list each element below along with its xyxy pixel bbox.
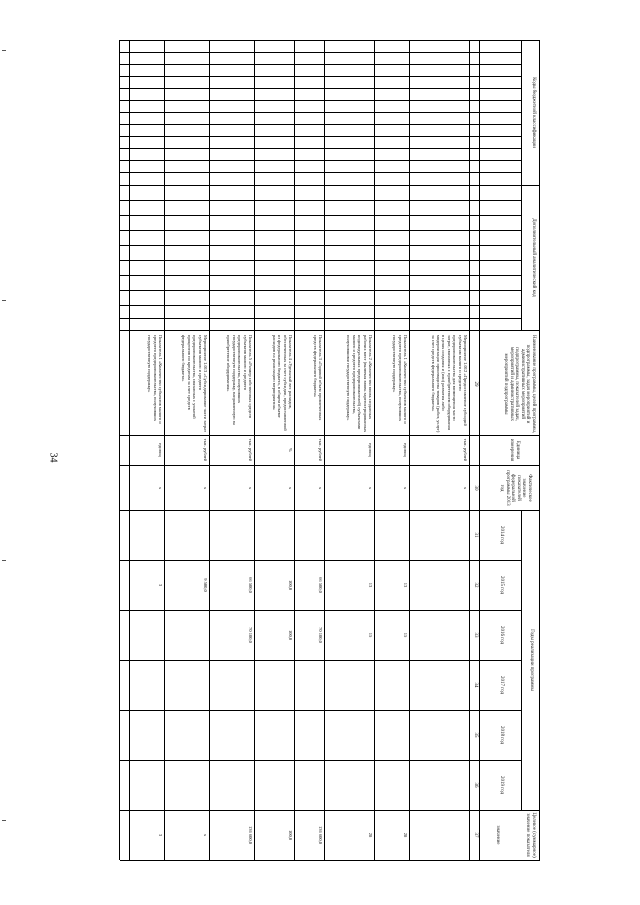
row-2016 — [131, 610, 163, 660]
row-final: 28 — [368, 832, 373, 838]
colnum-29: 29 — [473, 381, 478, 387]
row-fed: х — [368, 486, 373, 490]
row-2015: 3 — [158, 583, 163, 587]
margin-mark — [2, 50, 6, 51]
year-2019-header: 2019 год — [499, 775, 504, 795]
colnum-34: 34 — [473, 682, 478, 688]
year-2016-header: 2016 год — [499, 625, 504, 645]
row-2016: 100,0 — [288, 629, 293, 641]
margin-mark — [2, 560, 6, 561]
colnum-35: 35 — [473, 732, 478, 738]
fed-goal-header: Фактическое значение показателей федеральной программы 2013 год — [499, 470, 532, 506]
colnum-31: 31 — [473, 532, 478, 538]
row-name: Показатель 5 «Размер собственных средств субъектов малого и среднего предпринимательства, получивших государственную поддержку, направленную на приобретение оборудования» — [226, 335, 253, 426]
extra-code-header: Дополнительный аналитический код — [531, 218, 536, 297]
row-name: Мероприятие 1.012 «Предоставление субсидий субъектам малого и среднего предпринимательства для возмещения части затрат, связанных с приобретением оборудования в целях создания и (или) развития либо модернизации производства товаров (работ, услуг) за счет средств федерального бюджета» — [430, 335, 468, 433]
row-fed: х — [248, 486, 253, 490]
row-2015: 66 500,0 — [248, 577, 253, 593]
row-name: Показатель 1 «Количество субъектов малого и среднего предпринимательства, получивших государственную поддержку» — [392, 335, 408, 424]
row-name: Показатель 4 «Удельный вес расходов, обеспеченных за счет субсидии, предоставленной из федерального бюджета, в общем объеме расходов на реализацию мероприятия» — [271, 335, 293, 431]
row-name: Мероприятие 1.013 «Субсидирование части затрат субъектов малого и среднего предпринимательства, связанных с уплатой процентов по кредитам за счет средств федерального бюджета» — [181, 335, 208, 433]
years-header: Годы реализации программы — [529, 629, 534, 691]
row-final — [411, 812, 468, 858]
row-2016 — [166, 610, 208, 660]
row-2015: 13 — [368, 582, 373, 588]
year-2015-header: 2015 год — [499, 575, 504, 595]
row-final: 136 600,0 — [248, 826, 253, 844]
row-final: 28 — [403, 832, 408, 838]
row-final: х — [203, 833, 208, 837]
colnum-32: 32 — [473, 582, 478, 588]
row-2016 — [411, 610, 468, 660]
margin-mark — [2, 300, 6, 301]
row-final: 100,0 — [288, 829, 293, 841]
colnum-33: 33 — [473, 632, 478, 638]
row-fed: х — [158, 486, 163, 490]
row-2016: 15 — [368, 632, 373, 638]
codes-header: Коды бюджетной классификации — [531, 77, 536, 148]
row-unit: % — [288, 448, 293, 452]
row-fed: х — [318, 486, 323, 490]
row-final: 136 600,0 — [318, 826, 323, 844]
row-2016: 70 100,0 — [248, 627, 253, 643]
page-number: 34 — [47, 452, 59, 463]
colnum-36: 36 — [473, 782, 478, 788]
row-fed: х — [203, 486, 208, 490]
row-unit: тыс. рублей — [463, 438, 468, 462]
row-unit: тыс. рублей — [318, 438, 323, 462]
year-2017-header: 2017 год — [499, 675, 504, 695]
row-2016: 15 — [403, 632, 408, 638]
colnum-37: 37 — [473, 832, 478, 838]
row-final: 3 — [158, 833, 163, 837]
row-unit: тыс. рублей — [248, 438, 253, 462]
final-header: Целевое (суммарное) значение показателя — [525, 812, 536, 858]
unit-header: Единица измерения — [509, 438, 520, 462]
row-2015 — [411, 560, 468, 610]
row-unit: тыс. рублей — [203, 438, 208, 462]
name-header: Наименование программы, целей программы, подпрограммы, задач мероприятий и административных мероприятий подпрограммы, показателей задач, мероприятий и административных мероприятий подпрограммы — [503, 335, 536, 433]
row-unit: единиц — [368, 443, 373, 457]
final-sub-header: значение — [495, 825, 500, 845]
row-name: Показатель 3 «Годовой объем привлеченных средств федерального бюджета» — [312, 335, 323, 421]
year-2014-header: 2014 год — [499, 525, 504, 545]
row-2016: 70 100,0 — [318, 627, 323, 643]
row-2015: 66 500,0 — [318, 577, 323, 593]
row-2015: 13 — [403, 582, 408, 588]
row-name: Показатель 2 «Количество вновь созданных рабочих мест (включая вновь зарегистрированных индивидуальных предпринимателей) субъектами малого и среднего предпринимательства, получившими государственную поддержку» — [346, 335, 373, 433]
row-unit: единиц — [158, 443, 163, 457]
row-2015: 9 500,0 — [203, 578, 208, 592]
colnum-30: 30 — [473, 485, 478, 491]
row-name: Показатель 1 «Количество субъектов малого и среднего предпринимательства, получивших государственную поддержку» — [147, 335, 163, 424]
program-table — [120, 40, 540, 860]
row-fed: х — [403, 486, 408, 490]
row-unit: единиц — [403, 443, 408, 457]
row-fed: х — [288, 486, 293, 490]
row-fed: х — [463, 486, 468, 490]
year-2018-header: 2018 год — [499, 725, 504, 745]
margin-mark — [2, 820, 6, 821]
row-2015: 100,0 — [288, 579, 293, 591]
